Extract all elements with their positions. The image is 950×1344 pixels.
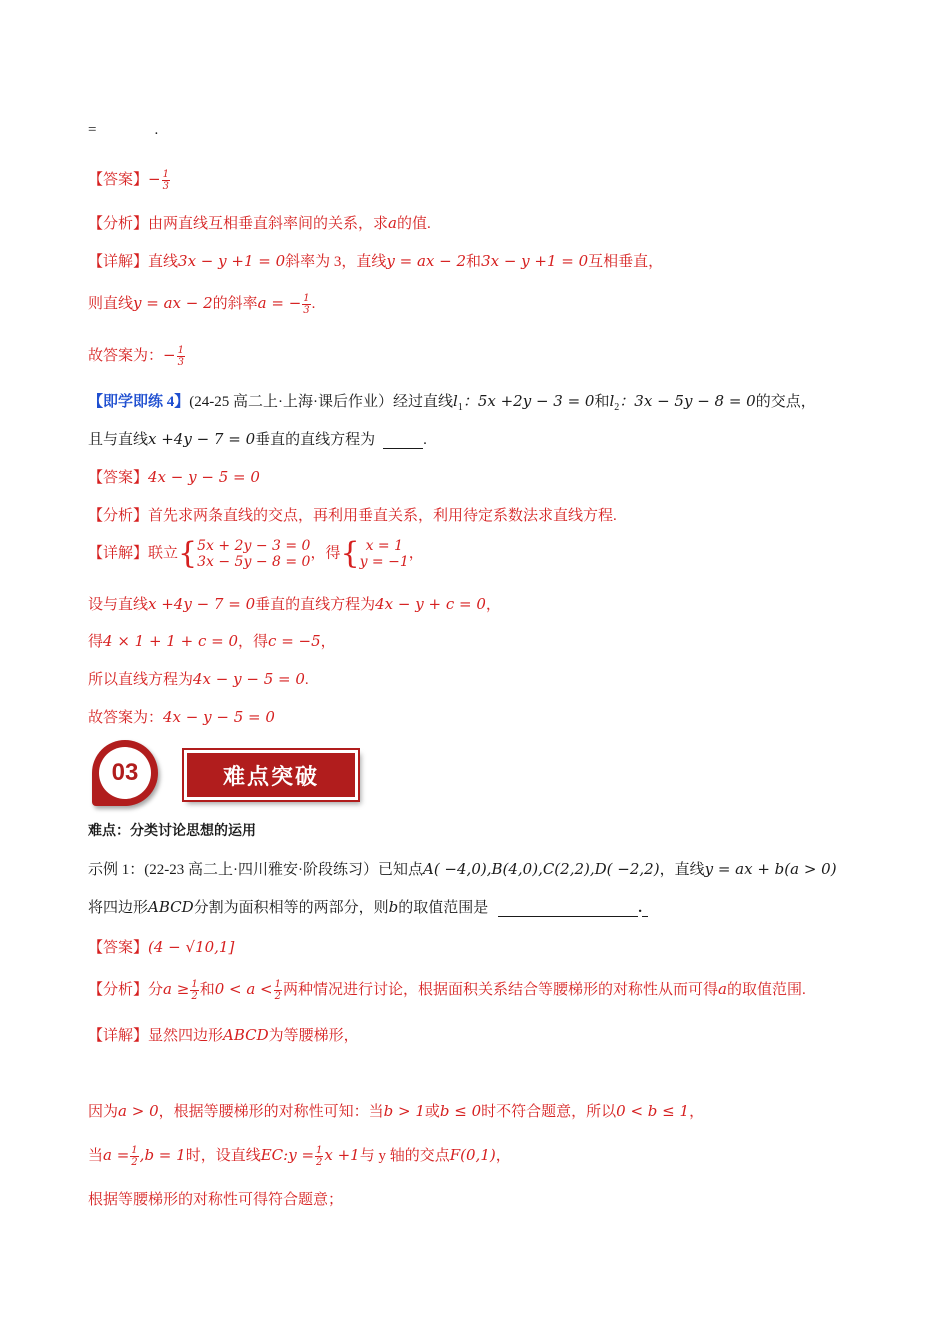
text: 示例 1：(22-23 高二上·四川雅安·阶段练习）已知点 [88,862,423,878]
math: 3x − y +1 = 0 [178,252,286,270]
math: A( −4,0),B(4,0),C(2,2),D( −2,2) [422,860,660,878]
math: y = ax + b(a > 0) [704,860,837,878]
detail-3 [88,1024,359,1045]
numerator: 1 [131,1145,138,1157]
solution-system [360,538,409,570]
answer-tag: 【答案】 [88,940,149,956]
period: . [154,122,159,138]
detail-2-c [88,630,336,651]
denominator: 2 [131,1157,138,1169]
answer-tag: 【答案】 [88,470,149,486]
result-label: 故答案为： [88,710,164,726]
math: a ≥ [163,980,190,998]
fraction [177,345,185,368]
numerator: 1 [177,345,184,357]
math: b [388,898,399,916]
result-2 [88,706,275,727]
math: a = [103,1146,130,1164]
text: 分 [148,982,164,998]
math: a > 0 [118,1102,159,1120]
text: 且与直线 [88,432,149,448]
math: ：5x +2y − 3 = 0 [462,392,595,410]
analysis-text: 由两直线互相垂直斜率间的关系，求 [148,216,389,232]
math: l [609,392,615,410]
result-1 [88,344,186,368]
text: 当 [88,1148,104,1164]
math: 4 × 1 + 1 + c = 0 [103,632,239,650]
equation: 5x + 2y − 3 = 0 [197,538,311,554]
text: 垂直的直线方程为 [255,597,376,613]
detail-2-d [88,668,309,689]
equals-sign: = [88,122,97,138]
minus: − [148,170,161,188]
analysis-3 [88,978,806,1002]
text: ， [485,597,501,613]
equation: x = 1 [365,538,403,554]
detail-2 [88,538,424,570]
exercise-4 [88,390,816,413]
text: 所以直线方程为 [88,672,194,688]
math: y = ax − 2 [133,294,213,312]
text: 或 [424,1104,440,1120]
answer-3 [88,936,234,957]
text: 根据等腰梯形的对称性可得符合题意； [88,1192,344,1208]
analysis-1 [88,212,431,233]
text: 和 [594,394,610,410]
result-label: 故答案为： [88,348,164,364]
text: 垂直的直线方程为 [255,432,376,448]
detail-tag: 【详解】 [88,254,149,270]
math: ,b = 1 [139,1146,186,1164]
detail-2-b [88,593,501,614]
text: 得 [88,634,104,650]
text: 联立 [148,545,179,562]
text: 分割为面积相等的两部分，则 [193,900,389,916]
text: 和 [466,254,482,270]
detail-tag: 【详解】 [88,1028,149,1044]
math: l [453,392,458,410]
math: b > 1 [383,1102,425,1120]
analysis-tag: 【分析】 [88,216,149,232]
answer-blank[interactable] [498,902,638,917]
math: F(0,1) [449,1146,496,1164]
denominator: 2 [274,991,282,1003]
text: 的取值范围是 [398,900,489,916]
math: (4 − √10,1] [148,938,235,956]
math: b ≤ 0 [439,1102,482,1120]
detail-3-b [88,1100,704,1121]
math: 3x − y +1 = 0 [481,252,589,270]
analysis-text: 首先求两条直线的交点，再利用垂直关系，利用待定系数法求直线方程. [148,508,617,524]
minus: − [163,346,176,364]
heading-text: 难点：分类讨论思想的运用 [88,823,256,839]
math: 4x − y − 5 = 0 [193,670,305,688]
analysis-tag: 【分析】 [88,982,149,998]
blank-end [642,902,648,917]
text: 斜率为 3，直线 [285,254,387,270]
fraction [274,979,282,1002]
fraction [302,293,310,316]
prev-question-tail [88,122,158,139]
text: . [304,672,309,688]
math: EC:y = [260,1146,315,1164]
detail-tag: 【详解】 [88,545,149,562]
example-1-cont [88,896,648,917]
text: ， [408,545,424,562]
answer-tag: 【答案】 [88,172,149,188]
brace: { [178,536,198,571]
answer-2 [88,466,260,487]
detail-3-d [88,1188,343,1209]
text: . [311,296,316,312]
text: 直线 [148,254,179,270]
analysis-tail: 的值. [396,216,431,232]
example-1 [88,858,837,879]
denominator: 2 [191,991,198,1003]
text: 将四边形 [88,900,149,916]
text: 显然四边形 [148,1028,224,1044]
math: y = ax − 2 [386,252,467,270]
math: x +1 [324,1146,360,1164]
detail-3-c [88,1144,511,1168]
text: 为等腰梯形， [268,1028,359,1044]
math: 0 < a < [214,980,273,998]
denominator: 3 [162,181,169,193]
fraction [315,1145,323,1168]
text: 两种情况进行讨论，根据面积关系结合等腰梯形的对称性从而可得 [283,982,719,998]
math: x +4y − 7 = 0 [148,595,256,613]
text: 的交点， [755,394,816,410]
numerator: 1 [303,293,310,305]
numerator: 1 [162,169,169,181]
math: a = − [257,294,302,312]
answer-blank[interactable] [383,434,423,449]
text: ，得 [310,545,341,562]
math: c = −5 [268,632,321,650]
fraction [190,979,198,1002]
text: ， [495,1148,511,1164]
math: 4x − y + c = 0 [375,595,486,613]
brace: { [340,536,360,571]
text: 时，设直线 [185,1148,261,1164]
fraction [162,169,170,192]
text: 互相垂直， [588,254,664,270]
text: 和 [199,982,215,998]
text: ， [320,634,336,650]
math: 4x − y − 5 = 0 [163,708,275,726]
text: 的斜率 [212,296,258,312]
text: 则直线 [88,296,134,312]
math: ABCD [223,1026,269,1044]
text: ，根据等腰梯形的对称性可知：当 [158,1104,384,1120]
detail-1 [88,250,663,271]
math: ：3x − 5y − 8 = 0 [619,392,756,410]
text: 设与直线 [88,597,149,613]
text: 与 y 轴的交点 [359,1148,450,1164]
numerator: 1 [274,979,282,991]
equation: y = −1 [359,554,409,570]
detail-1-cont [88,292,315,316]
section-number: 03 [99,747,151,799]
answer-1 [88,168,171,192]
math: 0 < b ≤ 1 [616,1102,690,1120]
numerator: 1 [191,979,198,991]
text: (24-25 高二上·上海·课后作业）经过直线 [189,394,453,410]
math: ABCD [148,898,194,916]
subscript: 1 [457,402,463,413]
section-number-badge [92,740,158,806]
text: ，直线 [659,862,705,878]
analysis-2 [88,504,617,525]
math: 4x − y − 5 = 0 [148,468,260,486]
numerator: 1 [316,1145,323,1157]
subscript: 2 [614,402,620,413]
section-title-banner: 难点突破 [184,750,358,800]
text: ，得 [238,634,269,650]
equation: 3x − 5y − 8 = 0 [197,554,311,570]
denominator: 3 [303,305,310,317]
period: . [423,432,427,448]
math: x +4y − 7 = 0 [148,430,256,448]
text: 的取值范围. [726,982,806,998]
exercise-4-cont [88,428,427,449]
analysis-tag: 【分析】 [88,508,149,524]
text: ， [689,1104,705,1120]
math: a [718,980,727,998]
equation-system [197,538,310,570]
denominator: 2 [316,1157,323,1169]
text: 时不符合题意，所以 [481,1104,617,1120]
text: 因为 [88,1104,119,1120]
difficulty-heading [88,820,256,840]
fraction [130,1145,138,1168]
period: . [638,900,643,916]
exercise-tag: 【即学即练 4】 [88,394,190,410]
denominator: 3 [177,357,184,369]
math-var: a [388,214,397,232]
